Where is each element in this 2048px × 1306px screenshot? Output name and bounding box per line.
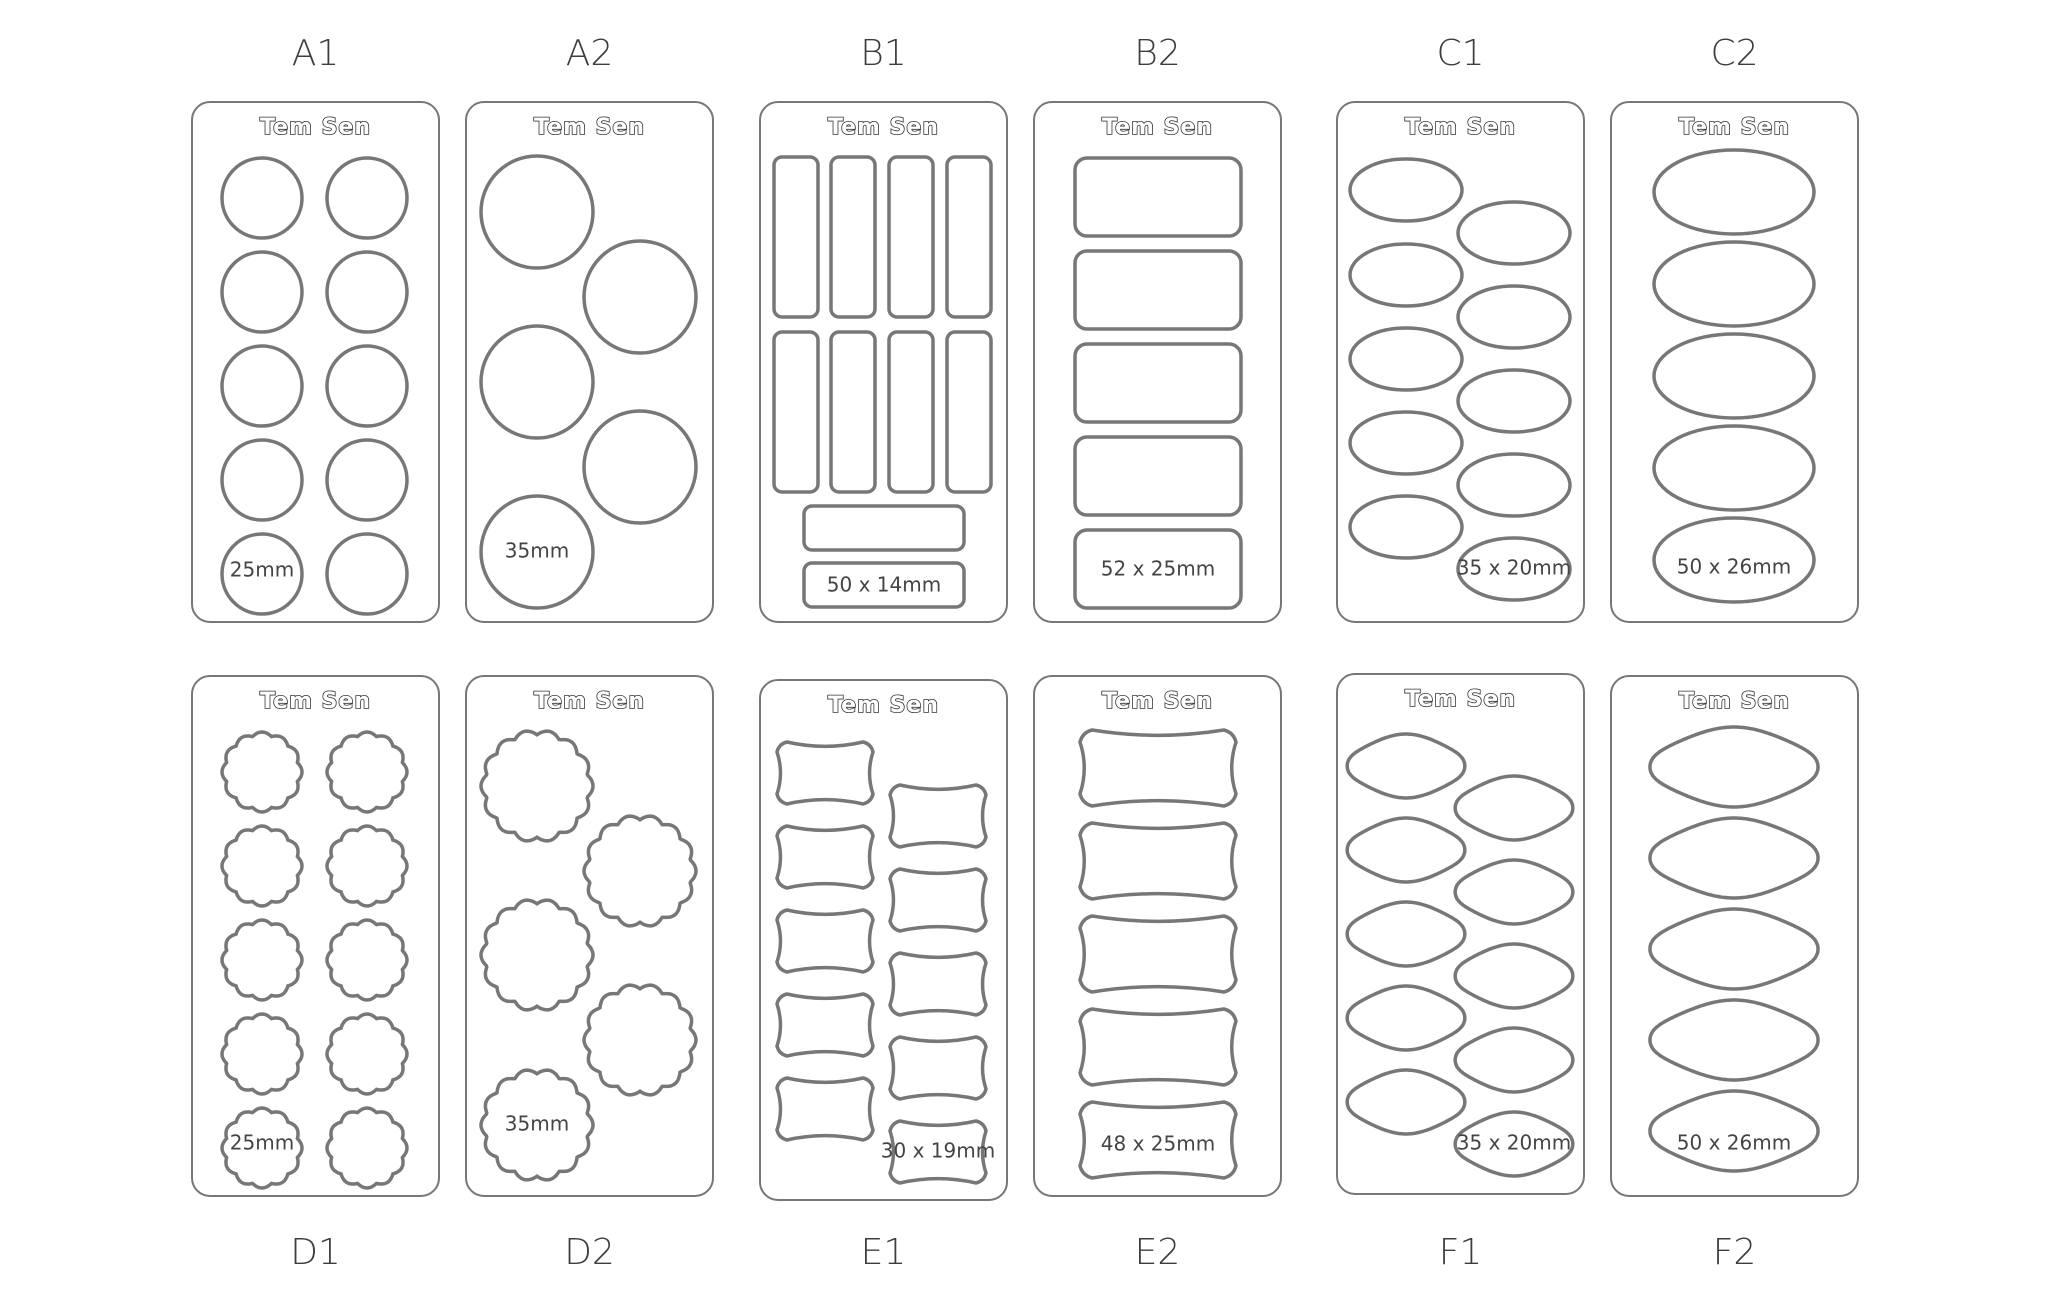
label-size: 50 x 26mm — [1676, 1130, 1792, 1155]
label-shape — [584, 816, 696, 926]
label-sheet-b1 — [760, 33, 1007, 622]
label-shape — [1654, 426, 1814, 510]
label-shape — [1080, 916, 1236, 992]
label-shape — [777, 826, 873, 888]
label-shape — [1458, 286, 1570, 348]
label-shape — [1075, 437, 1241, 515]
label-shape — [1075, 344, 1241, 422]
label-shape — [1350, 244, 1462, 306]
label-shape — [584, 411, 696, 523]
label-size: 48 x 25mm — [1100, 1131, 1216, 1156]
label-size: 35 x 20mm — [1456, 555, 1572, 580]
label-shape — [947, 157, 991, 317]
label-shape — [777, 994, 873, 1056]
label-shape — [890, 1037, 986, 1099]
sheet-code: F1 — [1438, 1232, 1483, 1273]
sheet-code: C2 — [1710, 33, 1759, 74]
brand-logo: Tem Sen — [1404, 687, 1517, 712]
label-shape — [831, 332, 875, 492]
label-shape — [584, 985, 696, 1095]
label-sheet-d1 — [192, 676, 439, 1273]
label-shape — [1654, 242, 1814, 326]
sheet-code: A1 — [291, 33, 340, 74]
label-size: 50 x 14mm — [826, 572, 942, 597]
label-shape — [222, 440, 302, 520]
brand-logo: Tem Sen — [533, 115, 646, 140]
label-sheet-d2 — [466, 676, 713, 1273]
label-shape — [831, 157, 875, 317]
label-size: 35 x 20mm — [1456, 1130, 1572, 1155]
label-size: 30 x 19mm — [880, 1138, 996, 1163]
label-shape — [1080, 823, 1236, 899]
label-shape — [1080, 730, 1236, 806]
label-size: 25mm — [229, 557, 295, 582]
label-shape — [890, 953, 986, 1015]
label-sheet-b2 — [1034, 33, 1281, 622]
label-shape — [584, 241, 696, 353]
label-shape — [1654, 334, 1814, 418]
brand-logo: Tem Sen — [1678, 689, 1791, 714]
label-sheet-f1 — [1337, 674, 1584, 1273]
label-shape — [1075, 251, 1241, 329]
label-sheet-a2 — [466, 33, 713, 622]
sheet-code: C1 — [1436, 33, 1485, 74]
label-shape — [890, 869, 986, 931]
label-shape — [890, 785, 986, 847]
label-size: 52 x 25mm — [1100, 556, 1216, 581]
label-shape — [481, 731, 593, 841]
label-sheet-e1 — [760, 680, 1007, 1273]
label-shape — [777, 910, 873, 972]
label-sheet-f2 — [1611, 676, 1858, 1273]
brand-logo: Tem Sen — [533, 689, 646, 714]
brand-logo: Tem Sen — [1678, 115, 1791, 140]
label-sheet-e2 — [1034, 676, 1281, 1273]
brand-logo: Tem Sen — [827, 693, 940, 718]
label-shape — [327, 346, 407, 426]
label-shape — [889, 157, 933, 317]
label-shape — [481, 900, 593, 1010]
label-shape — [222, 158, 302, 238]
brand-logo: Tem Sen — [1404, 115, 1517, 140]
sheet-code: F2 — [1712, 1232, 1757, 1273]
label-shape — [1458, 202, 1570, 264]
label-sheet-c1 — [1337, 33, 1584, 622]
label-shape — [1458, 370, 1570, 432]
brand-logo: Tem Sen — [259, 689, 372, 714]
label-size: 50 x 26mm — [1676, 554, 1792, 579]
label-shape — [1458, 454, 1570, 516]
label-shape — [1654, 150, 1814, 234]
label-size: 35mm — [504, 538, 570, 563]
label-shape — [777, 742, 873, 804]
label-shape — [889, 332, 933, 492]
sheet-code: A2 — [565, 33, 614, 74]
label-size: 35mm — [504, 1111, 570, 1136]
label-shape — [222, 346, 302, 426]
label-sheet-c2 — [1611, 33, 1858, 622]
label-shape — [481, 156, 593, 268]
label-shape — [327, 534, 407, 614]
sheet-code: D1 — [290, 1232, 341, 1273]
label-shape — [947, 332, 991, 492]
label-shape — [1350, 496, 1462, 558]
label-shape — [481, 326, 593, 438]
sheet-code: B2 — [1134, 33, 1181, 74]
sheet-code: E1 — [860, 1232, 907, 1273]
label-shape — [327, 252, 407, 332]
brand-logo: Tem Sen — [1101, 689, 1214, 714]
label-shape — [1350, 159, 1462, 221]
sheet-code: B1 — [860, 33, 907, 74]
label-shape — [1350, 328, 1462, 390]
label-shape — [774, 157, 818, 317]
label-shape — [774, 332, 818, 492]
brand-logo: Tem Sen — [1101, 115, 1214, 140]
label-shape — [327, 158, 407, 238]
sheet-code: E2 — [1134, 1232, 1181, 1273]
label-size: 25mm — [229, 1130, 295, 1155]
label-shape — [1075, 158, 1241, 236]
label-shape — [777, 1078, 873, 1140]
label-shape — [804, 506, 964, 550]
label-shape — [222, 252, 302, 332]
label-shape — [327, 440, 407, 520]
brand-logo: Tem Sen — [827, 115, 940, 140]
brand-logo: Tem Sen — [259, 115, 372, 140]
label-shape — [1080, 1009, 1236, 1085]
label-shape — [1350, 412, 1462, 474]
label-sheet-a1 — [192, 33, 439, 622]
sheet-code: D2 — [564, 1232, 615, 1273]
